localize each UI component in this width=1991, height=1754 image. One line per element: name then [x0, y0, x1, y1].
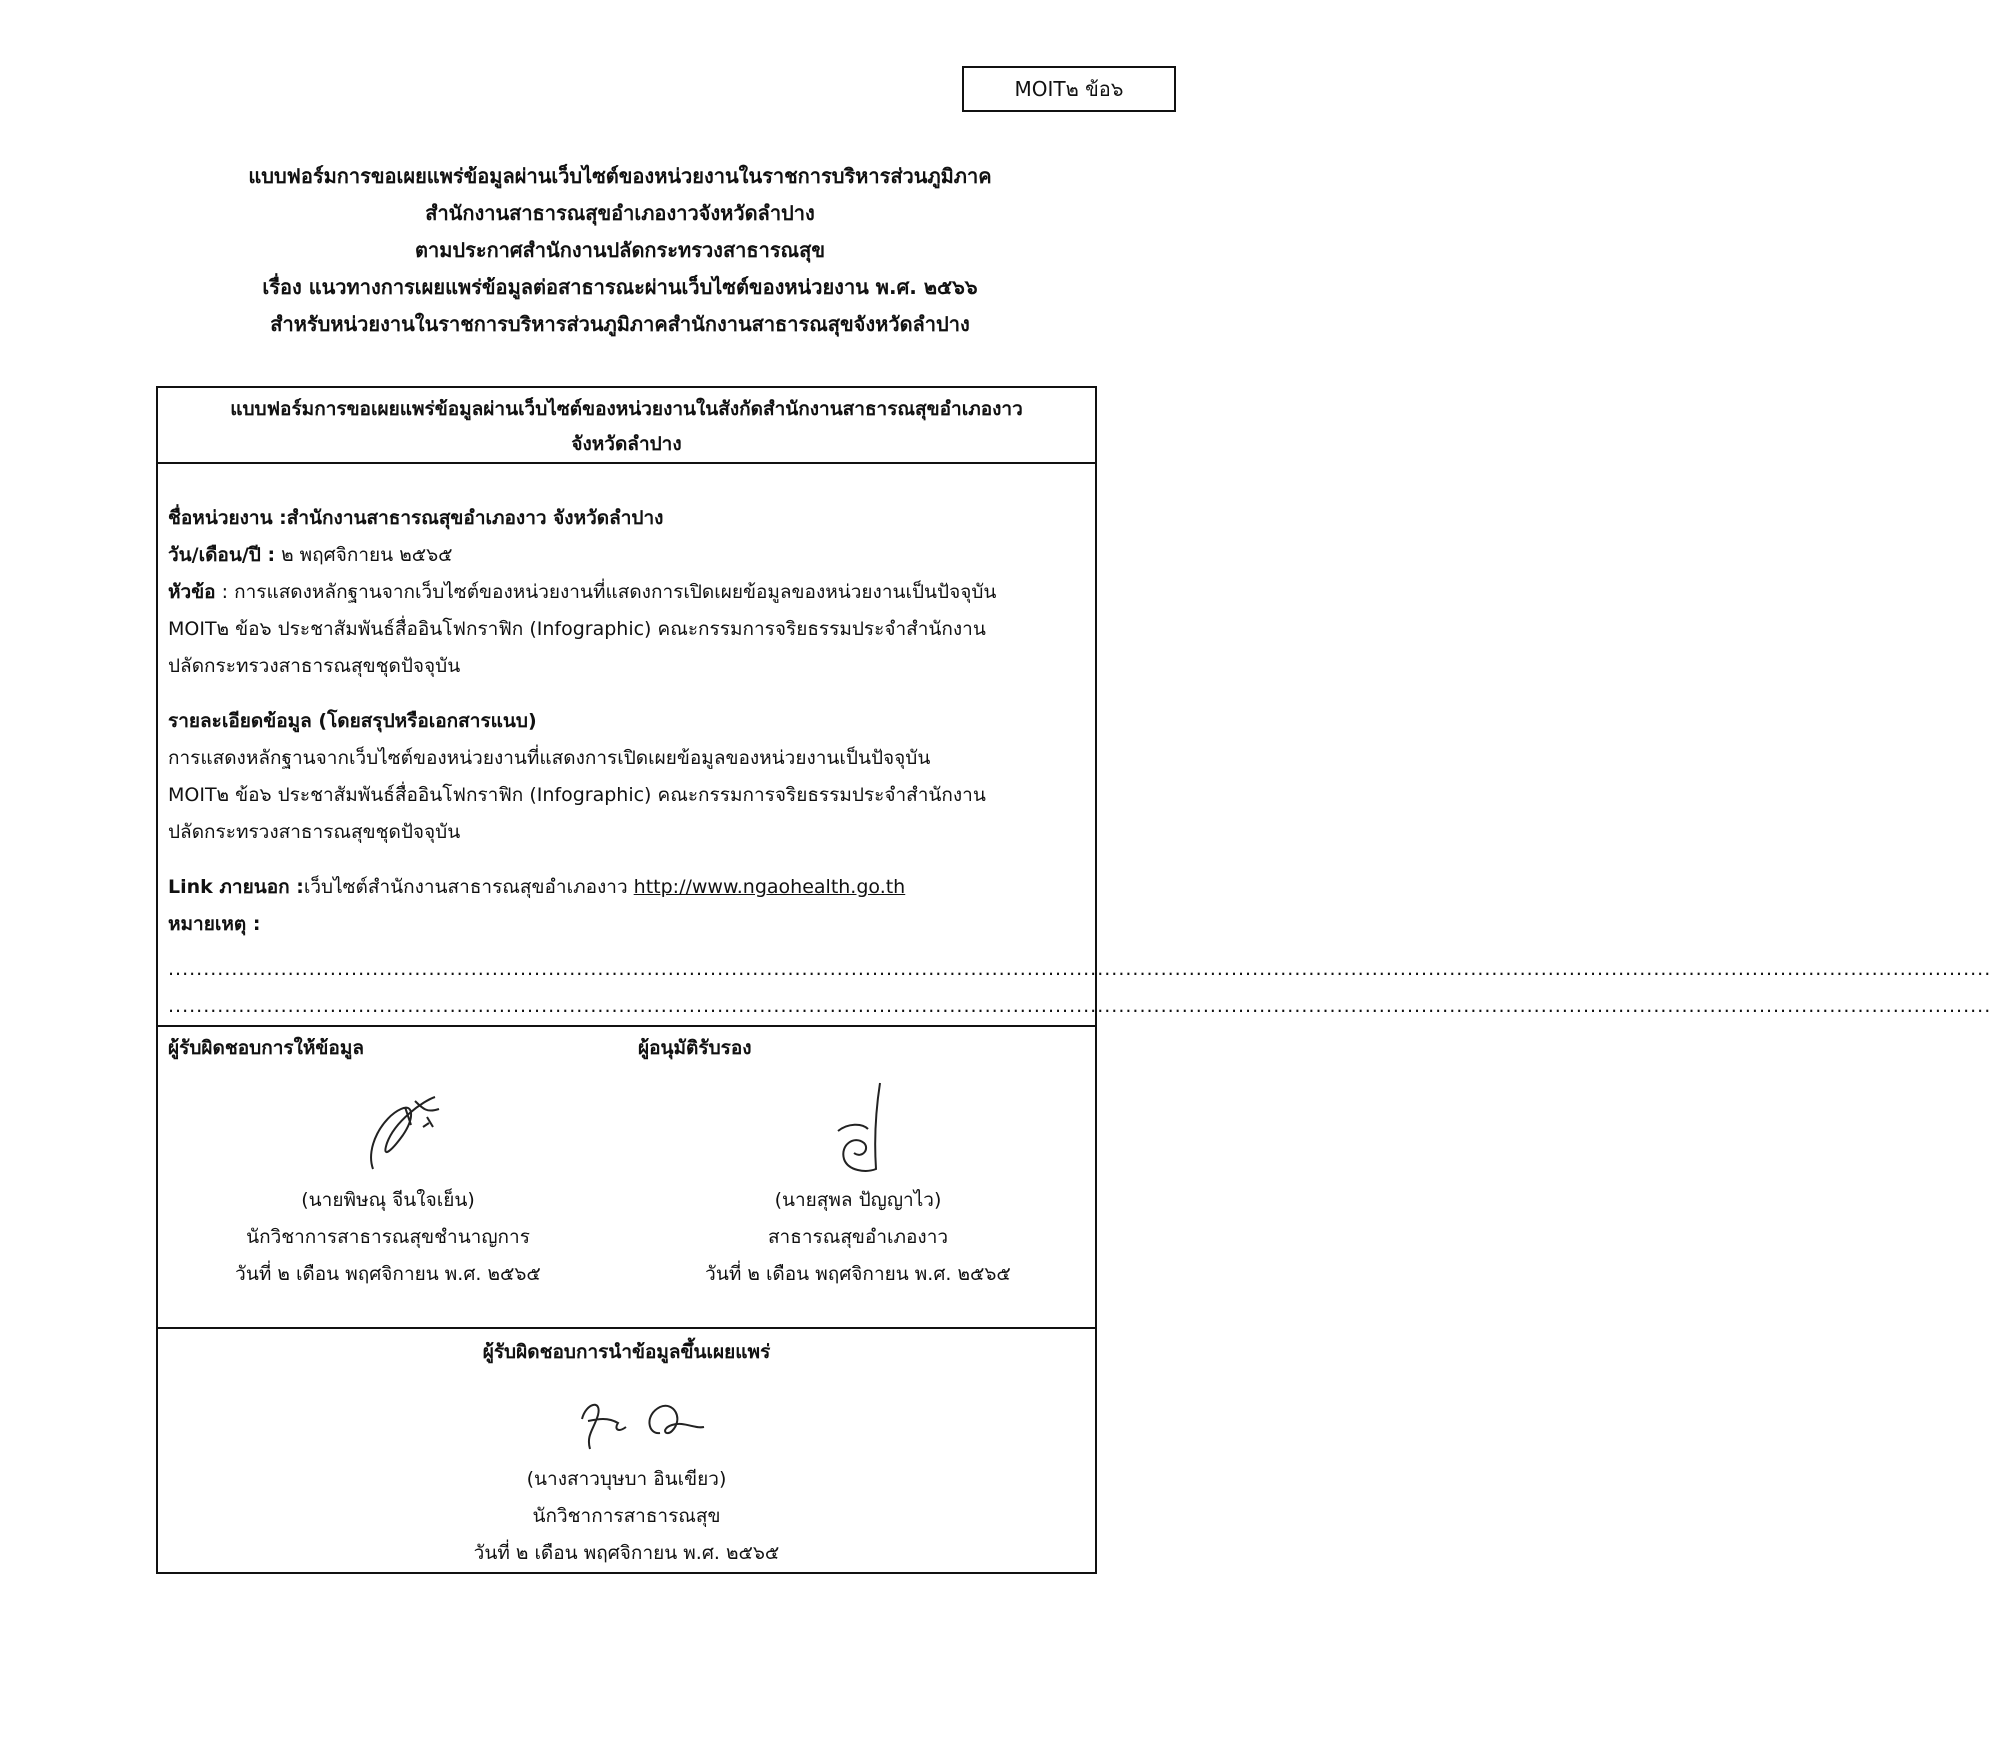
- publish-request-form: [156, 386, 1991, 1574]
- approver-position: สาธารณสุขอำเภองาว: [767, 1226, 949, 1248]
- approver-name: (นายสุพล ปัญญาไว): [774, 1189, 942, 1211]
- topic-label: หัวข้อ: [168, 581, 216, 603]
- provider-signature-block: [158, 1027, 618, 1327]
- date-field: [168, 537, 1085, 574]
- date-label: วัน/เดือน/ปี :: [168, 544, 276, 566]
- provider-position: นักวิชาการสาธารณสุขชำนาญการ: [246, 1226, 530, 1248]
- detail-line: MOIT๒ ข้อ๖ ประชาสัมพันธ์สื่ออินโฟกราฟิก (Infographic) คณะกรรมการจริยธรรมประจำสำนักงาน: [168, 784, 986, 806]
- approver-details: [628, 1182, 1088, 1293]
- detail-label: รายละเอียดข้อมูล (โดยสรุปหรือเอกสารแนบ): [168, 710, 537, 732]
- publisher-section: [158, 1329, 1095, 1572]
- agency-label: ชื่อหน่วยงาน :: [168, 507, 287, 529]
- publisher-title: ผู้รับผิดชอบการนำข้อมูลขึ้นเผยแพร่: [482, 1341, 771, 1363]
- publisher-date: วันที่ ๒ เดือน พฤศจิกายน พ.ศ. ๒๕๖๕: [473, 1542, 780, 1564]
- approver-date: วันที่ ๒ เดือน พฤศจิกายน พ.ศ. ๒๕๖๕: [705, 1263, 1011, 1285]
- form-details-section: [158, 464, 1991, 1027]
- header-line: ตามประกาศสำนักงานปลัดกระทรวงสาธารณสุข: [414, 238, 825, 262]
- detail-line: การแสดงหลักฐานจากเว็บไซต์ของหน่วยงานที่แสดงการเปิดเผยข้อมูลของหน่วยงานเป็นปัจจุบัน: [168, 747, 931, 769]
- form-title-line: แบบฟอร์มการขอเผยแพร่ข้อมูลผ่านเว็บไซต์ของหน่วยงานในสังกัดสำนักงานสาธารณสุขอำเภองาว: [230, 398, 1023, 420]
- document-header: [140, 158, 1100, 343]
- publisher-position: นักวิชาการสาธารณสุข: [532, 1505, 721, 1527]
- agency-value: สำนักงานสาธารณสุขอำเภองาว จังหวัดลำปาง: [286, 507, 664, 529]
- note-dotted-line: ...................................................................................................................................................................................................................................................................: [168, 958, 1991, 980]
- provider-title: ผู้รับผิดชอบการให้ข้อมูล: [168, 1037, 364, 1059]
- provider-details: [158, 1182, 618, 1293]
- form-title: [158, 388, 1095, 464]
- header-line: เรื่อง แนวทางการเผยแพร่ข้อมูลต่อสาธารณะผ่านเว็บไซต์ของหน่วยงาน พ.ศ. ๒๕๖๖: [262, 275, 978, 299]
- topic-line: ปลัดกระทรวงสาธารณสุขชุดปัจจุบัน: [168, 655, 461, 677]
- topic-line: : การแสดงหลักฐานจากเว็บไซต์ของหน่วยงานที่แสดงการเปิดเผยข้อมูลของหน่วยงานเป็นปัจจุบัน: [215, 581, 997, 603]
- publisher-details: [158, 1461, 1095, 1572]
- signatures-section: [158, 1027, 1095, 1329]
- approver-title: ผู้อนุมัติรับรอง: [638, 1037, 752, 1059]
- agency-field: [168, 500, 1085, 537]
- note-dotted-line: ...................................................................................................................................................................................................................................................................: [168, 995, 1991, 1017]
- date-value: ๒ พฤศจิกายน ๒๕๖๕: [275, 544, 453, 566]
- publisher-signature: [568, 1389, 728, 1459]
- header-line: แบบฟอร์มการขอเผยแพร่ข้อมูลผ่านเว็บไซต์ของหน่วยงานในราชการบริหารส่วนภูมิภาค: [248, 164, 992, 188]
- provider-name: (นายพิษณุ จีนใจเย็น): [301, 1189, 475, 1211]
- approver-signature-block: [628, 1027, 1088, 1327]
- publisher-name: (นางสาวบุษบา อินเขียว): [526, 1468, 727, 1490]
- detail-line: ปลัดกระทรวงสาธารณสุขชุดปัจจุบัน: [168, 821, 461, 843]
- provider-date: วันที่ ๒ เดือน พฤศจิกายน พ.ศ. ๒๕๖๕: [235, 1263, 541, 1285]
- document-code: MOIT๒ ข้อ๖: [962, 66, 1176, 112]
- topic-line: MOIT๒ ข้อ๖ ประชาสัมพันธ์สื่ออินโฟกราฟิก (Infographic) คณะกรรมการจริยธรรมประจำสำนักงาน: [168, 618, 986, 640]
- external-link-field: [168, 869, 1085, 906]
- header-line: สำนักงานสาธารณสุขอำเภองาวจังหวัดลำปาง: [425, 201, 815, 225]
- note-label: หมายเหตุ :: [168, 913, 261, 935]
- header-line: สำหรับหน่วยงานในราชการบริหารส่วนภูมิภาคสำนักงานสาธารณสุขจังหวัดลำปาง: [270, 312, 970, 336]
- topic-field: [168, 574, 1085, 611]
- approver-signature: [818, 1079, 908, 1179]
- link-label: Link ภายนอก :: [168, 876, 304, 898]
- form-title-line: จังหวัดลำปาง: [571, 433, 682, 455]
- website-link[interactable]: http://www.ngaohealth.go.th: [633, 876, 906, 898]
- link-description: เว็บไซต์สำนักงานสาธารณสุขอำเภองาว: [303, 876, 634, 898]
- provider-signature: [343, 1087, 453, 1177]
